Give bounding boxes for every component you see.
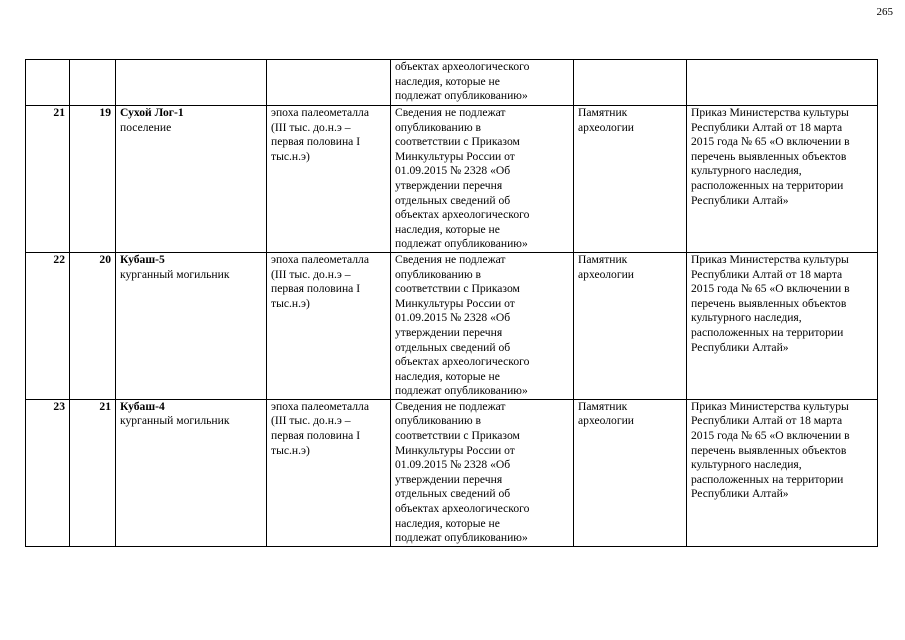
info-line: соответствии с Приказом [395, 429, 520, 443]
info-line: наследия, которые не [395, 74, 500, 88]
cell-info [391, 60, 574, 106]
category-line: Памятник [578, 252, 628, 266]
info-line: подлежат опубликованию» [395, 89, 528, 103]
row-number: 22 [26, 252, 70, 399]
cell-dating [267, 106, 391, 253]
info-line: отдельных сведений об [395, 487, 511, 501]
document-line: культурного наследия, [691, 458, 802, 472]
info-line: опубликованию в [395, 267, 481, 281]
document-line: 2015 года № 65 «О включении в [691, 135, 850, 149]
cell-info [391, 106, 574, 253]
document-line: Республики Алтай от 18 марта [691, 267, 843, 281]
info-line: 01.09.2015 № 2328 «Об [395, 458, 511, 472]
info-line: подлежат опубликованию» [395, 531, 528, 545]
document-line: Приказ Министерства культуры [691, 399, 849, 413]
cell-document [687, 106, 878, 253]
document-line: культурного наследия, [691, 311, 802, 325]
site-name: Кубаш-4 [120, 399, 165, 413]
cell-name [116, 399, 267, 546]
dating-line: первая половина I [271, 135, 361, 149]
info-line: 01.09.2015 № 2328 «Об [395, 164, 511, 178]
site-kind: поселение [120, 120, 172, 134]
cell-name [116, 106, 267, 253]
info-line: Сведения не подлежат [395, 252, 506, 266]
site-name: Кубаш-5 [120, 252, 165, 266]
dating-line: эпоха палеометалла [271, 252, 369, 266]
cell-dating [267, 252, 391, 399]
cell-dating [267, 60, 391, 106]
cell-category [574, 106, 687, 253]
heritage-table [25, 59, 878, 547]
cell-name [116, 60, 267, 106]
info-line: Минкультуры России от [395, 443, 515, 457]
info-line: утверждении перечня [395, 178, 503, 192]
info-line: подлежат опубликованию» [395, 384, 528, 398]
document-line: Республики Алтай» [691, 193, 789, 207]
table-row [26, 399, 878, 546]
dating-line: первая половина I [271, 429, 361, 443]
info-line: объектах археологического [395, 60, 530, 73]
document-line: Республики Алтай» [691, 487, 789, 501]
dating-line: (III тыс. до.н.э – [271, 120, 351, 134]
dating-line: (III тыс. до.н.э – [271, 267, 351, 281]
dating-line: тыс.н.э) [271, 443, 310, 457]
info-line: утверждении перечня [395, 325, 503, 339]
document-line: расположенных на территории [691, 472, 844, 486]
info-line: объектах археологического [395, 208, 530, 222]
category-line: археологии [578, 267, 634, 281]
info-line: Сведения не подлежат [395, 399, 506, 413]
cell-info [391, 252, 574, 399]
cell-sub-num [70, 60, 116, 106]
document-line: перечень выявленных объектов [691, 443, 847, 457]
document-line: расположенных на территории [691, 325, 844, 339]
cell-category [574, 399, 687, 546]
info-line: подлежат опубликованию» [395, 237, 528, 251]
info-line: Минкультуры России от [395, 149, 515, 163]
row-sub-number: 19 [70, 106, 116, 253]
category-line: Памятник [578, 399, 628, 413]
site-kind: курганный могильник [120, 267, 230, 281]
site-name: Сухой Лог-1 [120, 106, 184, 119]
cell-category [574, 60, 687, 106]
dating-line: первая половина I [271, 282, 361, 296]
row-number: 23 [26, 399, 70, 546]
table-row [26, 252, 878, 399]
category-line: археологии [578, 414, 634, 428]
info-line: наследия, которые не [395, 369, 500, 383]
cell-num [26, 60, 70, 106]
info-line: объектах археологического [395, 355, 530, 369]
cell-document [687, 399, 878, 546]
info-line: отдельных сведений об [395, 340, 511, 354]
cell-name [116, 252, 267, 399]
document-line: Республики Алтай» [691, 340, 789, 354]
info-line: утверждении перечня [395, 472, 503, 486]
info-line: опубликованию в [395, 120, 481, 134]
dating-line: тыс.н.э) [271, 149, 310, 163]
dating-line: эпоха палеометалла [271, 106, 369, 119]
document-line: Республики Алтай от 18 марта [691, 414, 843, 428]
document-line: перечень выявленных объектов [691, 296, 847, 310]
cell-document [687, 60, 878, 106]
document-line: расположенных на территории [691, 178, 844, 192]
cell-info [391, 399, 574, 546]
document-line: культурного наследия, [691, 164, 802, 178]
info-line: соответствии с Приказом [395, 282, 520, 296]
info-line: наследия, которые не [395, 516, 500, 530]
dating-line: эпоха палеометалла [271, 399, 369, 413]
info-line: Сведения не подлежат [395, 106, 506, 119]
info-line: опубликованию в [395, 414, 481, 428]
info-line: соответствии с Приказом [395, 135, 520, 149]
document-line: перечень выявленных объектов [691, 149, 847, 163]
row-sub-number: 21 [70, 399, 116, 546]
document-line: 2015 года № 65 «О включении в [691, 282, 850, 296]
document-line: 2015 года № 65 «О включении в [691, 429, 850, 443]
info-line: наследия, которые не [395, 222, 500, 236]
document-line: Приказ Министерства культуры [691, 252, 849, 266]
cell-dating [267, 399, 391, 546]
row-number: 21 [26, 106, 70, 253]
cell-category [574, 252, 687, 399]
category-line: Памятник [578, 106, 628, 119]
document-line: Приказ Министерства культуры [691, 106, 849, 119]
table-row [26, 106, 878, 253]
row-sub-number: 20 [70, 252, 116, 399]
dating-line: тыс.н.э) [271, 296, 310, 310]
info-line: Минкультуры России от [395, 296, 515, 310]
info-line: 01.09.2015 № 2328 «Об [395, 311, 511, 325]
info-line: отдельных сведений об [395, 193, 511, 207]
site-kind: курганный могильник [120, 414, 230, 428]
document-line: Республики Алтай от 18 марта [691, 120, 843, 134]
info-line: объектах археологического [395, 502, 530, 516]
category-line: археологии [578, 120, 634, 134]
cell-document [687, 252, 878, 399]
table-row-continuation [26, 60, 878, 106]
page-number: 265 [876, 6, 893, 18]
dating-line: (III тыс. до.н.э – [271, 414, 351, 428]
